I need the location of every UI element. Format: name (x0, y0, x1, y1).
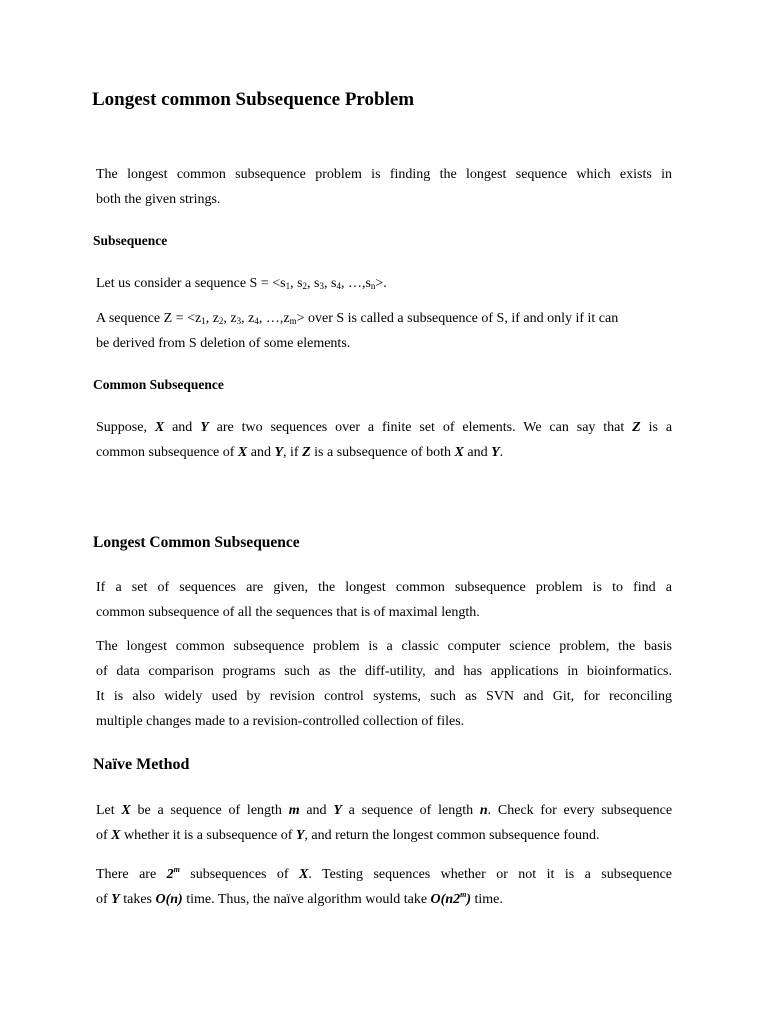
subsequence-heading: Subsequence (93, 233, 168, 248)
page-title: Longest common Subsequence Problem (92, 89, 415, 110)
subsequence-line-1: A sequence $Z = <z_1$, $z_2$, $z_3$, $z_4$, $\dots,z_m>$ over S is called a subsequence of S, if and only if it can (96, 311, 619, 326)
subsequence-definition (96, 271, 672, 296)
intro-line-2: both the given strings. (96, 192, 221, 207)
naive-p1-line-2: of X whether it is a subsequence of Y, and return the longest common subsequence found. (96, 828, 600, 843)
intro-line-1: The longest common subsequence problem is finding the longest sequence which exists in (96, 167, 672, 182)
lcs-paragraph-1 (96, 575, 672, 625)
naive-method-heading: Naïve Method (93, 756, 190, 773)
common-subsequence-heading: Common Subsequence (93, 377, 224, 392)
common-subsequence-paragraph (96, 415, 672, 465)
intro-paragraph (96, 162, 672, 212)
subsequence-line-2: be derived from S deletion of some elements. (96, 336, 351, 351)
subsequence-def-line: Let us consider a sequence $S = <s_1$, $s_2$, $s_3$, $s_4$, $\dots,s_n>$. (96, 276, 387, 291)
naive-paragraph-2 (96, 857, 672, 907)
lcs-p2-line-3: It is also widely used by revision control systems, such as SVN and Git, for reconciling (96, 689, 672, 704)
common-line-2: common subsequence of X and Y, if Z is a subsequence of both X and Y. (96, 445, 504, 460)
lcs-p2-line-2: of data comparison programs such as the diff-utility, and has applications in bioinformatics. (96, 664, 672, 679)
lcs-p1-line-2: common subsequence of all the sequences that is of maximal length. (96, 605, 480, 620)
naive-p2-line-1: There are 2$^m$ subsequences of X. Testing sequences whether or not it is a subsequence (96, 865, 672, 882)
subsequence-paragraph (96, 306, 672, 356)
common-line-1: Suppose, X and Y are two sequences over a finite set of elements. We can say that Z is a (96, 420, 673, 435)
naive-p1-line-1: Let X be a sequence of length m and Y a sequence of length n. Check for every subsequence (96, 803, 673, 818)
naive-p2-line-2: of Y takes O(n) time. Thus, the naïve algorithm would take O(n2$^m$) time. (96, 890, 503, 907)
lcs-p1-line-1: If a set of sequences are given, the longest common subsequence problem is to find a (96, 580, 672, 595)
lcs-p2-line-1: The longest common subsequence problem is a classic computer science problem, the basis (96, 639, 672, 654)
lcs-paragraph-2 (96, 634, 672, 734)
naive-paragraph-1 (96, 798, 672, 848)
lcs-heading: Longest Common Subsequence (93, 534, 300, 551)
lcs-p2-line-4: multiple changes made to a revision-controlled collection of files. (96, 714, 465, 729)
